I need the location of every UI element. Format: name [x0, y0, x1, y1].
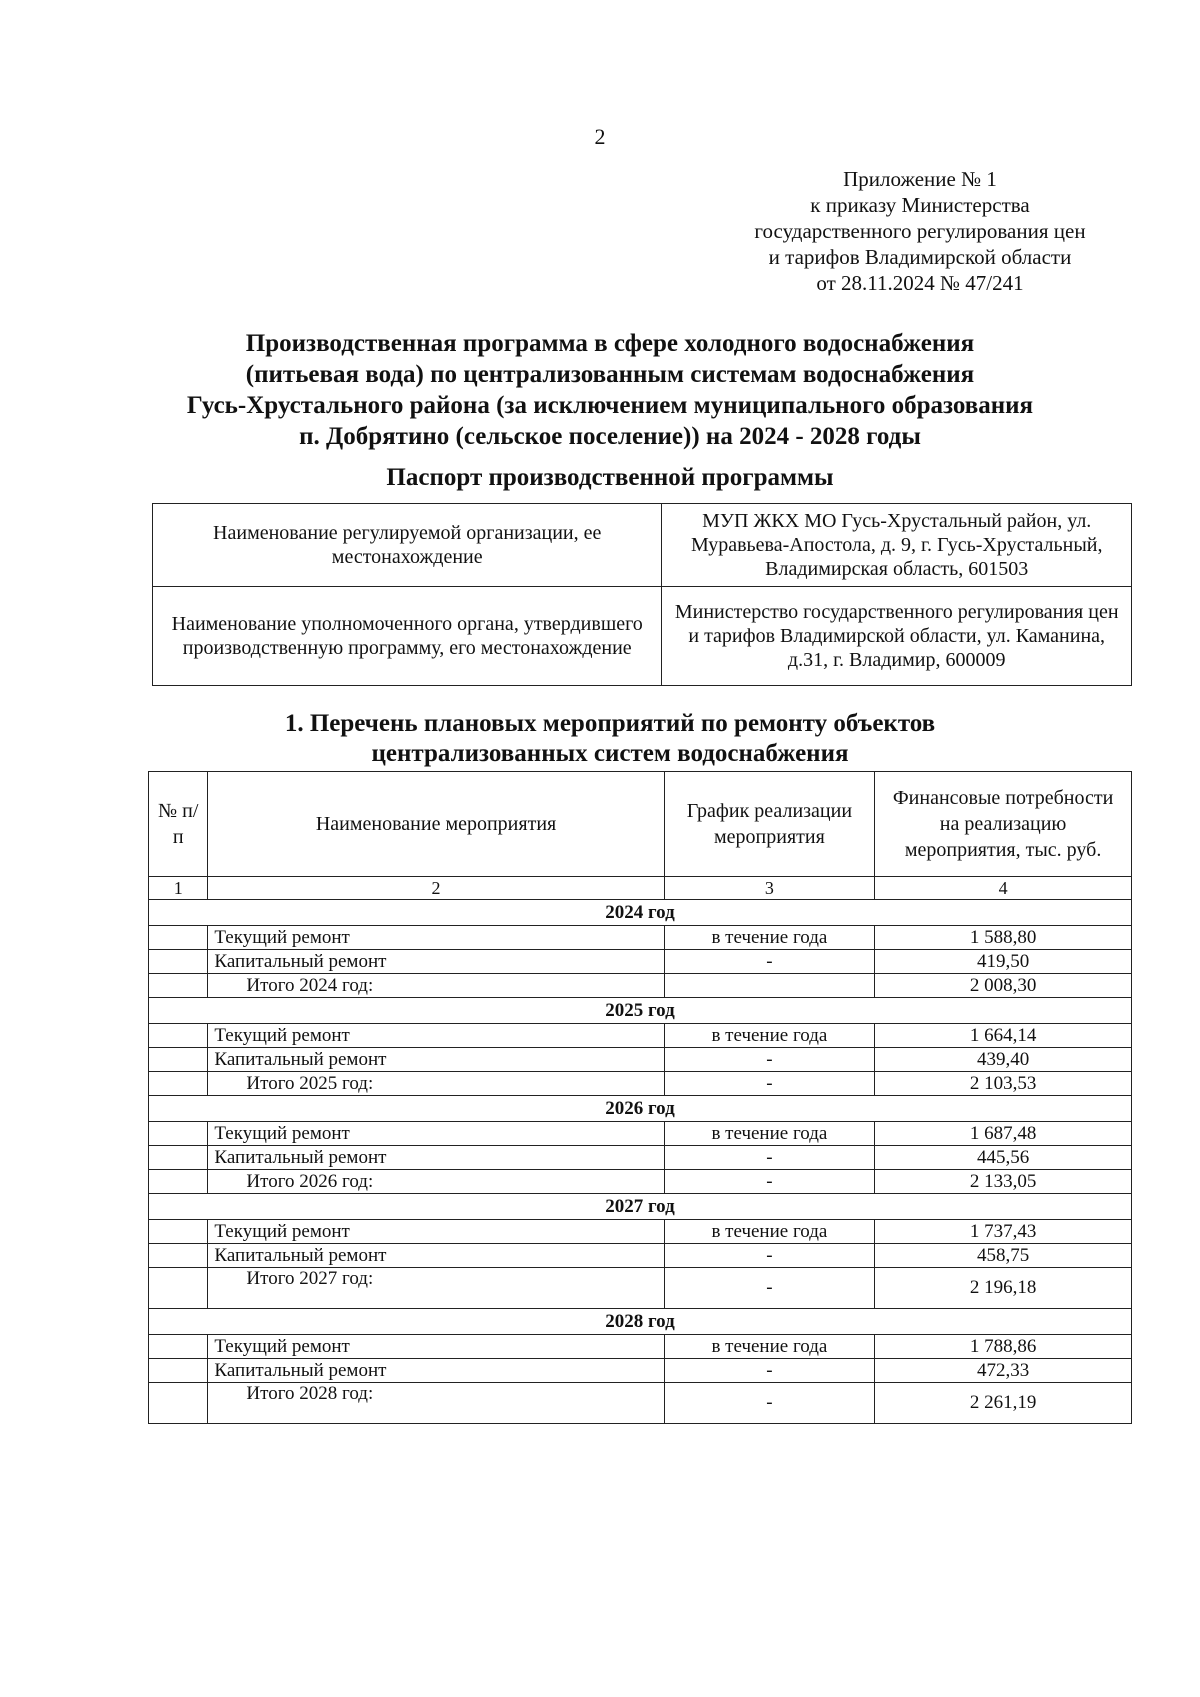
table-row: [149, 926, 1132, 950]
row-schedule: -: [664, 1268, 874, 1309]
row-num: [149, 1048, 208, 1072]
row-amount: 1 588,80: [875, 926, 1132, 950]
row-name: Текущий ремонт: [208, 1024, 664, 1048]
title-line: п. Добрятино (сельское поселение)) на 2024 - 2028 годы: [299, 423, 921, 450]
row-name: Итого 2024 год:: [208, 974, 664, 998]
table-row: [149, 1359, 1132, 1383]
row-name: Итого 2027 год:: [208, 1268, 664, 1309]
row-amount: 445,56: [875, 1146, 1132, 1170]
table-row: [149, 1170, 1132, 1194]
row-num: [149, 926, 208, 950]
row-name: Текущий ремонт: [208, 1122, 664, 1146]
section-title-line: 1. Перечень плановых мероприятий по ремонту объектов: [284, 710, 936, 737]
table-row: [149, 950, 1132, 974]
appendix-line: к приказу Министерства: [810, 193, 1030, 217]
row-num: [149, 1383, 208, 1424]
row-amount: 458,75: [875, 1244, 1132, 1268]
column-number: 4: [875, 877, 1132, 900]
column-number: 1: [149, 877, 208, 900]
row-name: Капитальный ремонт: [208, 1359, 664, 1383]
table-row: [149, 1244, 1132, 1268]
passport-label: Наименование регулируемой организации, ее местонахождение: [153, 504, 662, 587]
passport-value: Министерство государственного регулирования цен и тарифов Владимирской области, ул. Каманина, д.31, г. Владимир, 600009: [662, 587, 1132, 686]
year-row: [149, 998, 1132, 1024]
row-num: [149, 1268, 208, 1309]
row-name: Капитальный ремонт: [208, 1244, 664, 1268]
row-name: Капитальный ремонт: [208, 1146, 664, 1170]
year-row: [149, 1096, 1132, 1122]
column-number-row: [149, 877, 1132, 900]
row-num: [149, 1122, 208, 1146]
year-row: [149, 1309, 1132, 1335]
table-row: [149, 1220, 1132, 1244]
row-amount: 2 133,05: [875, 1170, 1132, 1194]
year-label: 2027 год: [149, 1194, 1132, 1220]
table-row: [149, 1048, 1132, 1072]
row-num: [149, 1072, 208, 1096]
row-amount: 2 196,18: [875, 1268, 1132, 1309]
row-schedule: в течение года: [664, 1122, 874, 1146]
table-row: [149, 1146, 1132, 1170]
appendix-line: Приложение № 1: [843, 167, 997, 191]
page-number: 2: [594, 124, 606, 149]
plan-header-row: [149, 772, 1132, 877]
row-num: [149, 1220, 208, 1244]
row-schedule: -: [664, 1048, 874, 1072]
row-num: [149, 974, 208, 998]
year-row: [149, 900, 1132, 926]
row-name: Итого 2026 год:: [208, 1170, 664, 1194]
row-schedule: в течение года: [664, 1335, 874, 1359]
passport-title: Паспорт производственной программы: [386, 464, 834, 491]
row-amount: 1 737,43: [875, 1220, 1132, 1244]
table-row: [149, 1122, 1132, 1146]
row-num: [149, 1359, 208, 1383]
row-schedule: в течение года: [664, 1220, 874, 1244]
row-name: Текущий ремонт: [208, 926, 664, 950]
passport-label: Наименование уполномоченного органа, утвердившего производственную программу, его местонахождение: [153, 587, 662, 686]
title-line: Производственная программа в сфере холодного водоснабжения: [245, 330, 975, 357]
row-num: [149, 1335, 208, 1359]
row-schedule: в течение года: [664, 1024, 874, 1048]
row-amount: 472,33: [875, 1359, 1132, 1383]
title-line: (питьевая вода) по централизованным системам водоснабжения: [245, 361, 975, 388]
passport-table: [152, 503, 1132, 686]
row-amount: 419,50: [875, 950, 1132, 974]
row-num: [149, 1024, 208, 1048]
table-row: [149, 974, 1132, 998]
passport-value: МУП ЖКХ МО Гусь-Хрустальный район, ул. Муравьева-Апостола, д. 9, г. Гусь-Хрустальный, Владимирская область, 601503: [662, 504, 1132, 587]
year-label: 2026 год: [149, 1096, 1132, 1122]
row-num: [149, 1170, 208, 1194]
row-name: Текущий ремонт: [208, 1220, 664, 1244]
row-amount: 1 687,48: [875, 1122, 1132, 1146]
row-amount: 1 788,86: [875, 1335, 1132, 1359]
table-row: [149, 1383, 1132, 1424]
row-num: [149, 950, 208, 974]
document-title: [150, 328, 1070, 452]
row-schedule: -: [664, 1244, 874, 1268]
passport-row: [153, 587, 1132, 686]
appendix-block: [700, 166, 1140, 296]
row-amount: 2 261,19: [875, 1383, 1132, 1424]
row-amount: 2 008,30: [875, 974, 1132, 998]
table-row: [149, 1024, 1132, 1048]
row-schedule: [664, 974, 874, 998]
year-label: 2025 год: [149, 998, 1132, 1024]
row-name: Итого 2028 год:: [208, 1383, 664, 1424]
row-name: Текущий ремонт: [208, 1335, 664, 1359]
column-number: 2: [208, 877, 664, 900]
title-line: Гусь-Хрустального района (за исключением муниципального образования: [186, 392, 1034, 419]
row-schedule: -: [664, 1170, 874, 1194]
row-amount: 2 103,53: [875, 1072, 1132, 1096]
row-amount: 439,40: [875, 1048, 1132, 1072]
row-schedule: -: [664, 950, 874, 974]
table-row: [149, 1335, 1132, 1359]
header-finance: Финансовые потребности на реализацию мероприятия, тыс. руб.: [875, 772, 1132, 877]
appendix-line: государственного регулирования цен: [754, 219, 1086, 243]
row-name: Итого 2025 год:: [208, 1072, 664, 1096]
table-row: [149, 1268, 1132, 1309]
plan-table: [148, 771, 1132, 1424]
row-schedule: -: [664, 1359, 874, 1383]
row-num: [149, 1146, 208, 1170]
header-num: № п/п: [149, 772, 208, 877]
header-name: Наименование мероприятия: [208, 772, 664, 877]
appendix-line: и тарифов Владимирской области: [768, 245, 1072, 269]
row-name: Капитальный ремонт: [208, 1048, 664, 1072]
header-schedule: График реализации мероприятия: [664, 772, 874, 877]
row-schedule: -: [664, 1146, 874, 1170]
appendix-line: от 28.11.2024 № 47/241: [816, 271, 1024, 295]
passport-row: [153, 504, 1132, 587]
table-row: [149, 1072, 1132, 1096]
year-label: 2024 год: [149, 900, 1132, 926]
section-title-line: централизованных систем водоснабжения: [371, 740, 849, 767]
row-name: Капитальный ремонт: [208, 950, 664, 974]
row-schedule: в течение года: [664, 926, 874, 950]
year-row: [149, 1194, 1132, 1220]
section-title: [150, 709, 1070, 769]
year-label: 2028 год: [149, 1309, 1132, 1335]
row-schedule: -: [664, 1383, 874, 1424]
column-number: 3: [664, 877, 874, 900]
row-num: [149, 1244, 208, 1268]
row-schedule: -: [664, 1072, 874, 1096]
row-amount: 1 664,14: [875, 1024, 1132, 1048]
